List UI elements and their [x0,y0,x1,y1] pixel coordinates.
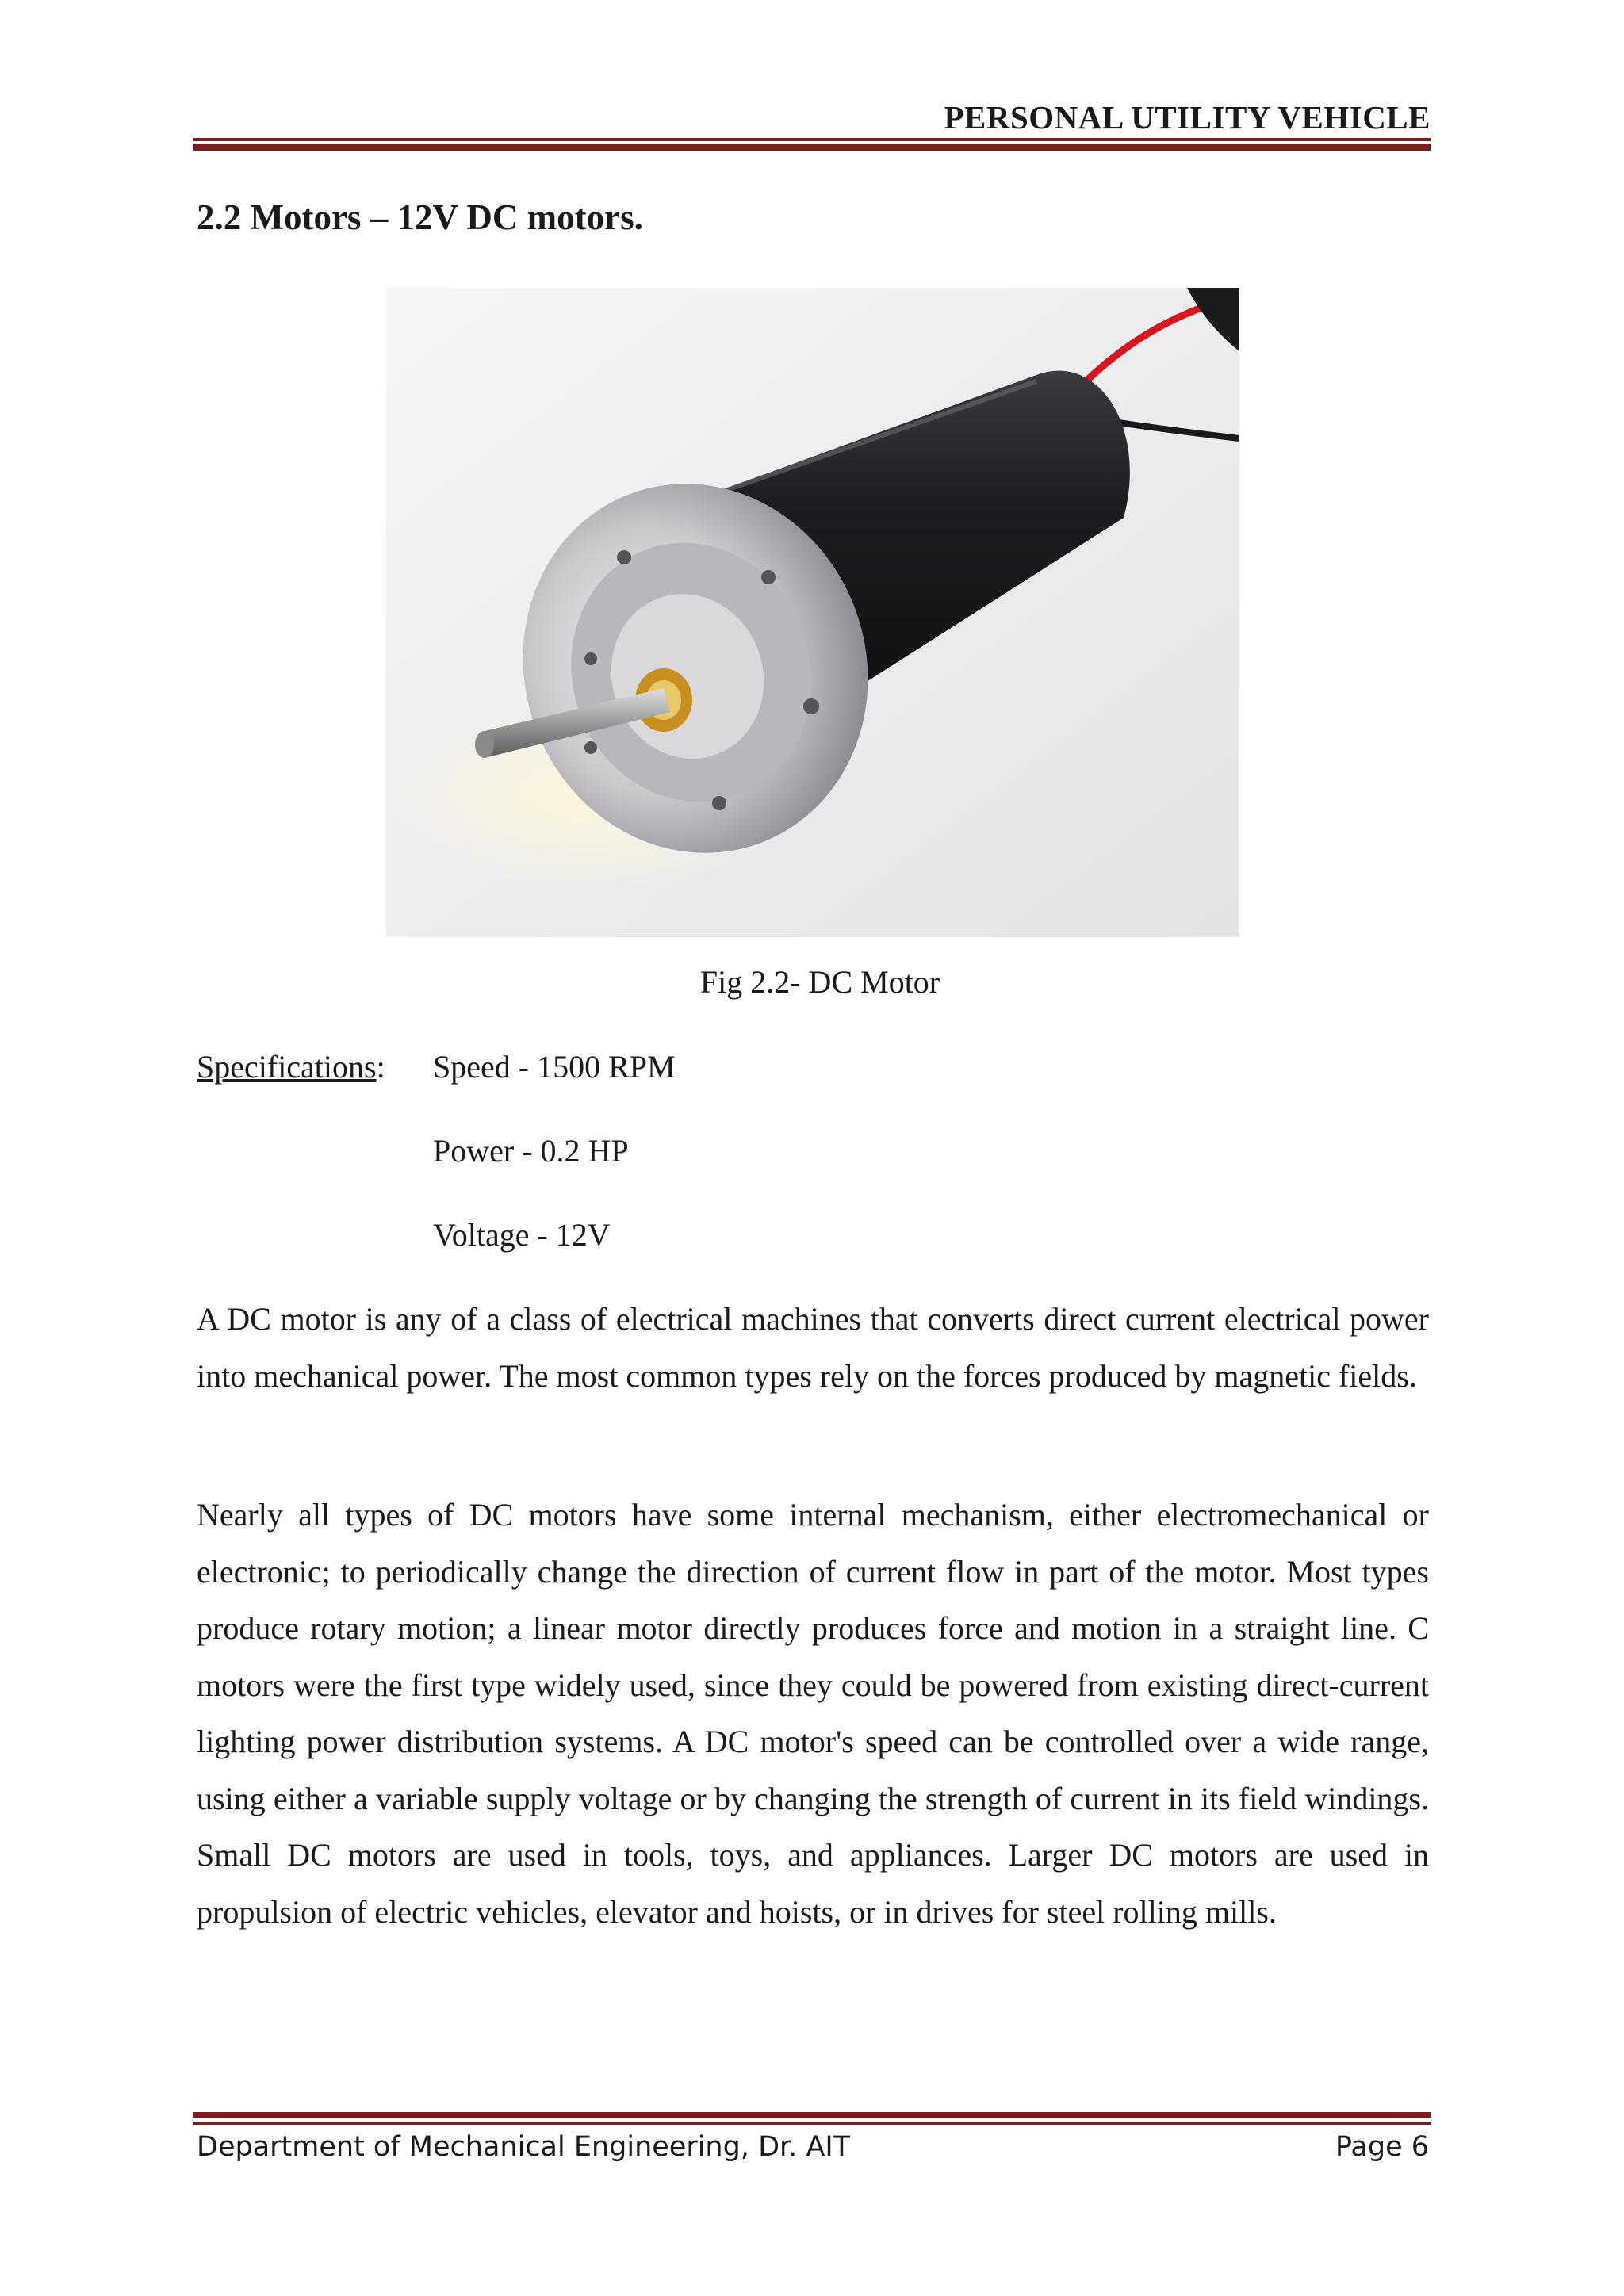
dc-motor-figure [386,288,1239,937]
footer-rule [193,2112,1431,2125]
footer-department: Department of Mechanical Engineering, Dr. AIT [197,2131,851,2163]
spec-item-power: Power - 0.2 HP [433,1133,629,1169]
figure-caption: Fig 2.2- DC Motor [699,964,940,1000]
header-rule [193,138,1431,151]
footer-page-number: Page 6 [1335,2131,1429,2163]
spec-item-speed: Speed - 1500 RPM [433,1049,676,1085]
paragraph-dc-motor-details: Nearly all types of DC motors have some internal mechanism, either electromechanical or electronic; to periodically change the direction of current flow in part of the motor. Most types produce rotary motion; a linear motor directly produces force and motion in a straight line. C motors were the first type widely used, since they could be powered from existing direct-current lighting power distribution systems. A DC motor's speed can be controlled over a wide range, using either a variable supply voltage or by changing the strength of current in its field windings. Small DC motors are used in tools, toys, and appliances. Larger DC motors are used in propulsion of electric vehicles, elevator and hoists, or in drives for steel rolling mills. [197,1497,1429,1930]
paragraph-dc-motor-definition: A DC motor is any of a class of electrical machines that converts direct current electrical power into mechanical power. The most common types rely on the forces produced by magnetic fields. [197,1301,1429,1394]
page-header-title: PERSONAL UTILITY VEHICLE [944,99,1431,136]
spec-item-voltage: Voltage - 12V [433,1217,611,1253]
section-heading: 2.2 Motors – 12V DC motors. [197,197,643,237]
dc-motor-illustration [386,288,1239,937]
specifications-label: Specifications: [197,1049,385,1085]
